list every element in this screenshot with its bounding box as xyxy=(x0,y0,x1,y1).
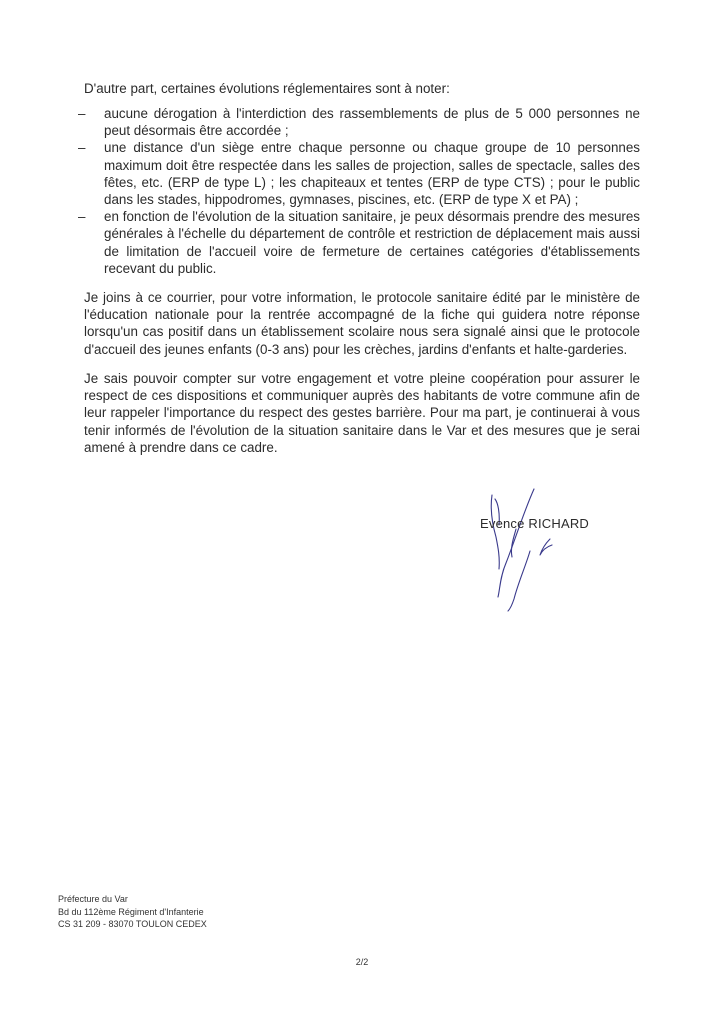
intro-paragraph: D'autre part, certaines évolutions réglementaires sont à noter: xyxy=(84,81,450,96)
address-line: Bd du 112ème Régiment d'Infanterie xyxy=(58,906,204,917)
list-item xyxy=(78,139,640,208)
list-item xyxy=(78,208,640,277)
sender-address xyxy=(58,893,207,931)
list-item xyxy=(78,105,640,139)
address-line: Préfecture du Var xyxy=(58,894,128,904)
dash-marker: – xyxy=(78,106,86,121)
attachment-paragraph: Je joins à ce courrier, pour votre information, le protocole sanitaire édité par le ministère de l'éducation nationale pour la rentrée accompagné de la fiche qui guidera notre réponse lorsqu'un cas positif dans un établissement scolaire nous sera signalé ainsi que le protocole d'accueil des jeunes enfants (0-3 ans) pour les crèches, jardins d'enfants et halte-garderies. xyxy=(84,290,640,357)
dash-marker: – xyxy=(78,140,86,156)
list-item-text: une distance d'un siège entre chaque personne ou chaque groupe de 10 personnes maximum doit être respectée dans les salles de projection, salles de spectacle, salles des fêtes, etc. (ERP de type L) ; les chapiteaux et tentes (ERP de type CTS) ; pour le public dans les stades, hippodromes, gymnases, piscines, etc. (ERP de type X et PA) ; xyxy=(104,140,640,208)
page-number: 2/2 xyxy=(355,957,369,967)
list-item-text: aucune dérogation à l'interdiction des rassemblements de plus de 5 000 personnes ne peut désormais être accordée ; xyxy=(104,106,640,139)
signatory-name: Evence RICHARD xyxy=(480,516,589,531)
address-line: CS 31 209 - 83070 TOULON CEDEX xyxy=(58,919,207,929)
handwritten-signature xyxy=(470,485,580,615)
regulation-list xyxy=(78,105,640,277)
dash-marker: – xyxy=(78,209,86,225)
closing-paragraph: Je sais pouvoir compter sur votre engagement et votre pleine coopération pour assurer le respect de ces dispositions et communiquer auprès des habitants de votre commune afin de leur rappeler l'importance du respect des gestes barrière. Pour ma part, je continuerai à vous tenir informés de l'évolution de la situation sanitaire dans le Var et des mesures que je serai amené à prendre dans ce cadre. xyxy=(84,371,640,455)
list-item-text: en fonction de l'évolution de la situation sanitaire, je peux désormais prendre des mesures générales à l'échelle du département de contrôle et restriction de déplacement mais aussi de limitation de l'accueil voire de fermeture de certaines catégories d'établissements recevant du public. xyxy=(104,209,640,276)
